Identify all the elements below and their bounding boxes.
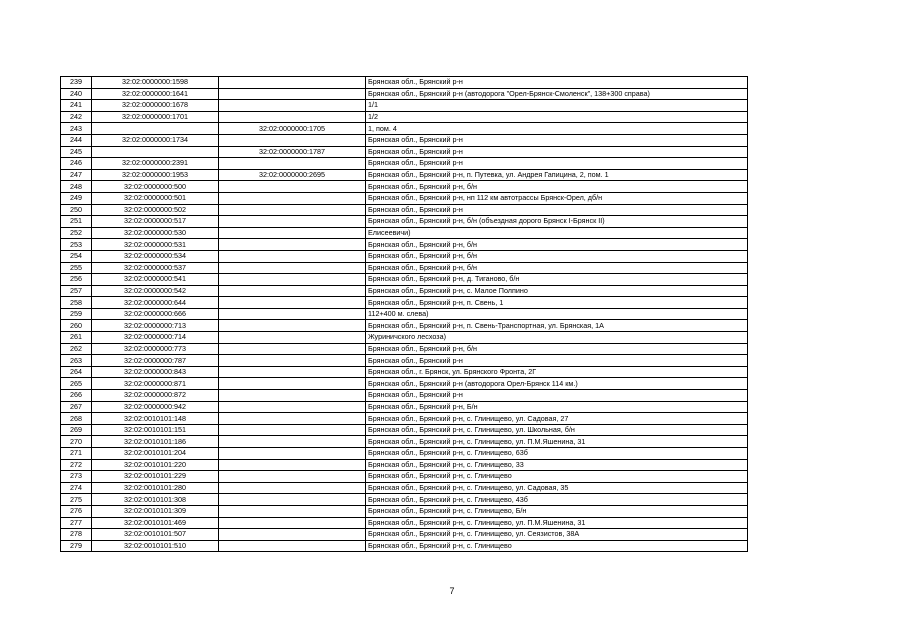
row-number-cell: 270 <box>61 436 92 448</box>
cadastral-number-cell: 32:02:0000000:541 <box>92 274 219 286</box>
cadastral-number-cell: 32:02:0000000:530 <box>92 227 219 239</box>
address-cell: Брянская обл., Брянский р-н, б/н <box>366 343 748 355</box>
table-row <box>61 262 748 274</box>
address-cell: 112+400 м. слева) <box>366 308 748 320</box>
address-cell: Журиничского лесхоза) <box>366 332 748 344</box>
row-number-cell: 267 <box>61 401 92 413</box>
cadastral-table <box>60 76 748 552</box>
address-cell: Брянская обл., Брянский р-н, б/н <box>366 262 748 274</box>
address-cell: Брянская обл., Брянский р-н, с. Глинищево, ул. Сеязистов, 38А <box>366 529 748 541</box>
cadastral-number-cell: 32:02:0000000:714 <box>92 332 219 344</box>
address-cell: Брянская обл., Брянский р-н <box>366 390 748 402</box>
address-cell: Брянская обл., Брянский р-н, с. Глинищево <box>366 471 748 483</box>
cadastral-number-cell: 32:02:0000000:501 <box>92 192 219 204</box>
related-cadastral-number-cell <box>219 216 366 228</box>
row-number-cell: 254 <box>61 250 92 262</box>
address-cell: 1/1 <box>366 100 748 112</box>
address-cell: Брянская обл., Брянский р-н, с. Глинищево, ул. П.М.Яшенина, 31 <box>366 517 748 529</box>
cadastral-number-cell: 32:02:0010101:309 <box>92 505 219 517</box>
row-number-cell: 248 <box>61 181 92 193</box>
address-cell: Брянская обл., Брянский р-н, с. Глинищево, 33 <box>366 459 748 471</box>
address-cell: 1, пом. 4 <box>366 123 748 135</box>
related-cadastral-number-cell <box>219 471 366 483</box>
cadastral-number-cell: 32:02:0000000:787 <box>92 355 219 367</box>
table-row <box>61 77 748 89</box>
row-number-cell: 278 <box>61 529 92 541</box>
address-cell: Брянская обл., Брянский р-н, с. Глинищево, Б/н <box>366 505 748 517</box>
address-cell: Брянская обл., Брянский р-н, с. Глинищево, ул. Садовая, 35 <box>366 482 748 494</box>
cadastral-number-cell: 32:02:0000000:871 <box>92 378 219 390</box>
row-number-cell: 249 <box>61 192 92 204</box>
table-row <box>61 378 748 390</box>
related-cadastral-number-cell <box>219 366 366 378</box>
page-number: 7 <box>449 586 455 596</box>
cadastral-number-cell: 32:02:0000000:502 <box>92 204 219 216</box>
address-cell: Брянская обл., Брянский р-н, б/н <box>366 250 748 262</box>
row-number-cell: 247 <box>61 169 92 181</box>
address-cell: Брянская обл., Брянский р-н <box>366 146 748 158</box>
table-row <box>61 181 748 193</box>
table-body <box>61 77 748 552</box>
row-number-cell: 252 <box>61 227 92 239</box>
table-row <box>61 227 748 239</box>
cadastral-number-cell: 32:02:0010101:151 <box>92 424 219 436</box>
related-cadastral-number-cell <box>219 88 366 100</box>
cadastral-number-cell: 32:02:0000000:666 <box>92 308 219 320</box>
cadastral-number-cell: 32:02:0000000:1598 <box>92 77 219 89</box>
related-cadastral-number-cell <box>219 529 366 541</box>
row-number-cell: 260 <box>61 320 92 332</box>
row-number-cell: 266 <box>61 390 92 402</box>
row-number-cell: 256 <box>61 274 92 286</box>
address-cell: Елисеевичи) <box>366 227 748 239</box>
row-number-cell: 259 <box>61 308 92 320</box>
table-row <box>61 320 748 332</box>
table-row <box>61 355 748 367</box>
table-row <box>61 413 748 425</box>
row-number-cell: 262 <box>61 343 92 355</box>
address-cell: Брянская обл., г. Брянск, ул. Брянского Фронта, 2Г <box>366 366 748 378</box>
table-row <box>61 123 748 135</box>
row-number-cell: 275 <box>61 494 92 506</box>
address-cell: Брянская обл., Брянский р-н <box>366 204 748 216</box>
address-cell: Брянская обл., Брянский р-н, п. Путевка, ул. Андрея Гапицина, 2, пом. 1 <box>366 169 748 181</box>
related-cadastral-number-cell <box>219 448 366 460</box>
table-row <box>61 111 748 123</box>
cadastral-number-cell <box>92 123 219 135</box>
related-cadastral-number-cell <box>219 517 366 529</box>
row-number-cell: 246 <box>61 158 92 170</box>
table-row <box>61 274 748 286</box>
row-number-cell: 240 <box>61 88 92 100</box>
cadastral-number-cell: 32:02:0000000:1641 <box>92 88 219 100</box>
cadastral-number-cell: 32:02:0000000:644 <box>92 297 219 309</box>
cadastral-number-cell: 32:02:0010101:220 <box>92 459 219 471</box>
cadastral-number-cell: 32:02:0000000:534 <box>92 250 219 262</box>
table-row <box>61 169 748 181</box>
cadastral-number-cell: 32:02:0010101:148 <box>92 413 219 425</box>
cadastral-number-cell <box>92 146 219 158</box>
row-number-cell: 257 <box>61 285 92 297</box>
related-cadastral-number-cell <box>219 227 366 239</box>
row-number-cell: 265 <box>61 378 92 390</box>
related-cadastral-number-cell <box>219 250 366 262</box>
related-cadastral-number-cell <box>219 192 366 204</box>
related-cadastral-number-cell <box>219 204 366 216</box>
address-cell: Брянская обл., Брянский р-н <box>366 77 748 89</box>
cadastral-number-cell: 32:02:0000000:843 <box>92 366 219 378</box>
address-cell: Брянская обл., Брянский р-н, с. Глинищево <box>366 540 748 552</box>
table-row <box>61 216 748 228</box>
related-cadastral-number-cell <box>219 332 366 344</box>
row-number-cell: 255 <box>61 262 92 274</box>
cadastral-number-cell: 32:02:0010101:229 <box>92 471 219 483</box>
cadastral-number-cell: 32:02:0000000:1953 <box>92 169 219 181</box>
related-cadastral-number-cell <box>219 308 366 320</box>
cadastral-number-cell: 32:02:0000000:872 <box>92 390 219 402</box>
related-cadastral-number-cell: 32:02:0000000:1705 <box>219 123 366 135</box>
table-row <box>61 343 748 355</box>
related-cadastral-number-cell <box>219 378 366 390</box>
related-cadastral-number-cell <box>219 262 366 274</box>
row-number-cell: 276 <box>61 505 92 517</box>
address-cell: 1/2 <box>366 111 748 123</box>
address-cell: Брянская обл., Брянский р-н (автодорога "Орел-Брянск-Смоленск", 138+300 справа) <box>366 88 748 100</box>
cadastral-number-cell: 32:02:0000000:773 <box>92 343 219 355</box>
address-cell: Брянская обл., Брянский р-н, с. Малое Полпино <box>366 285 748 297</box>
row-number-cell: 250 <box>61 204 92 216</box>
related-cadastral-number-cell <box>219 413 366 425</box>
related-cadastral-number-cell <box>219 111 366 123</box>
related-cadastral-number-cell <box>219 494 366 506</box>
cadastral-number-cell: 32:02:0000000:531 <box>92 239 219 251</box>
address-cell: Брянская обл., Брянский р-н, с. Глинищево, ул. Садовая, 27 <box>366 413 748 425</box>
address-cell: Брянская обл., Брянский р-н, д. Тиганово, б/н <box>366 274 748 286</box>
address-cell: Брянская обл., Брянский р-н, п. Свень-Транспортная, ул. Брянская, 1А <box>366 320 748 332</box>
related-cadastral-number-cell <box>219 297 366 309</box>
related-cadastral-number-cell <box>219 274 366 286</box>
related-cadastral-number-cell <box>219 320 366 332</box>
related-cadastral-number-cell <box>219 482 366 494</box>
cadastral-number-cell: 32:02:0000000:942 <box>92 401 219 413</box>
cadastral-number-cell: 32:02:0000000:500 <box>92 181 219 193</box>
table-row <box>61 436 748 448</box>
address-cell: Брянская обл., Брянский р-н <box>366 158 748 170</box>
table-row <box>61 529 748 541</box>
row-number-cell: 269 <box>61 424 92 436</box>
cadastral-number-cell: 32:02:0010101:280 <box>92 482 219 494</box>
related-cadastral-number-cell <box>219 540 366 552</box>
row-number-cell: 279 <box>61 540 92 552</box>
table-row <box>61 390 748 402</box>
cadastral-number-cell: 32:02:0000000:517 <box>92 216 219 228</box>
table-row <box>61 366 748 378</box>
table-row <box>61 540 748 552</box>
row-number-cell: 271 <box>61 448 92 460</box>
table-row <box>61 494 748 506</box>
related-cadastral-number-cell <box>219 401 366 413</box>
address-cell: Брянская обл., Брянский р-н, Б/н <box>366 401 748 413</box>
address-cell: Брянская обл., Брянский р-н (автодорога Орел-Брянск 114 км.) <box>366 378 748 390</box>
address-cell: Брянская обл., Брянский р-н <box>366 134 748 146</box>
related-cadastral-number-cell <box>219 505 366 517</box>
cadastral-number-cell: 32:02:0010101:469 <box>92 517 219 529</box>
table-row <box>61 332 748 344</box>
related-cadastral-number-cell <box>219 459 366 471</box>
address-cell: Брянская обл., Брянский р-н <box>366 355 748 367</box>
address-cell: Брянская обл., Брянский р-н, б/н (объездная дорого Брянск I-Брянск II) <box>366 216 748 228</box>
row-number-cell: 243 <box>61 123 92 135</box>
cadastral-number-cell: 32:02:0010101:507 <box>92 529 219 541</box>
row-number-cell: 274 <box>61 482 92 494</box>
row-number-cell: 258 <box>61 297 92 309</box>
row-number-cell: 251 <box>61 216 92 228</box>
row-number-cell: 241 <box>61 100 92 112</box>
related-cadastral-number-cell <box>219 436 366 448</box>
related-cadastral-number-cell: 32:02:0000000:2695 <box>219 169 366 181</box>
related-cadastral-number-cell <box>219 239 366 251</box>
address-cell: Брянская обл., Брянский р-н, с. Глинищево, ул. Школьная, б/н <box>366 424 748 436</box>
table-row <box>61 517 748 529</box>
table-row <box>61 308 748 320</box>
table-row <box>61 401 748 413</box>
address-cell: Брянская обл., Брянский р-н, с. Глинищево, 43б <box>366 494 748 506</box>
address-cell: Брянская обл., Брянский р-н, б/н <box>366 239 748 251</box>
row-number-cell: 277 <box>61 517 92 529</box>
cadastral-number-cell: 32:02:0000000:1734 <box>92 134 219 146</box>
related-cadastral-number-cell <box>219 181 366 193</box>
table-row <box>61 297 748 309</box>
table-row <box>61 448 748 460</box>
cadastral-number-cell: 32:02:0010101:510 <box>92 540 219 552</box>
cadastral-number-cell: 32:02:0000000:1701 <box>92 111 219 123</box>
related-cadastral-number-cell <box>219 134 366 146</box>
table-row <box>61 88 748 100</box>
cadastral-number-cell: 32:02:0000000:537 <box>92 262 219 274</box>
related-cadastral-number-cell <box>219 390 366 402</box>
table-row <box>61 204 748 216</box>
table-row <box>61 285 748 297</box>
table-row <box>61 100 748 112</box>
address-cell: Брянская обл., Брянский р-н, п. Свень, 1 <box>366 297 748 309</box>
row-number-cell: 264 <box>61 366 92 378</box>
related-cadastral-number-cell <box>219 285 366 297</box>
cadastral-number-cell: 32:02:0010101:186 <box>92 436 219 448</box>
table-row <box>61 459 748 471</box>
address-cell: Брянская обл., Брянский р-н, с. Глинищево, 63б <box>366 448 748 460</box>
related-cadastral-number-cell <box>219 355 366 367</box>
related-cadastral-number-cell <box>219 424 366 436</box>
row-number-cell: 268 <box>61 413 92 425</box>
row-number-cell: 272 <box>61 459 92 471</box>
table-row <box>61 471 748 483</box>
cadastral-number-cell: 32:02:0000000:542 <box>92 285 219 297</box>
table-row <box>61 158 748 170</box>
address-cell: Брянская обл., Брянский р-н, с. Глинищево, ул. П.М.Яшенина, 31 <box>366 436 748 448</box>
related-cadastral-number-cell <box>219 77 366 89</box>
table-row <box>61 134 748 146</box>
cadastral-number-cell: 32:02:0010101:204 <box>92 448 219 460</box>
row-number-cell: 244 <box>61 134 92 146</box>
row-number-cell: 242 <box>61 111 92 123</box>
row-number-cell: 245 <box>61 146 92 158</box>
related-cadastral-number-cell <box>219 343 366 355</box>
row-number-cell: 273 <box>61 471 92 483</box>
row-number-cell: 263 <box>61 355 92 367</box>
related-cadastral-number-cell: 32:02:0000000:1787 <box>219 146 366 158</box>
cadastral-number-cell: 32:02:0010101:308 <box>92 494 219 506</box>
address-cell: Брянская обл., Брянский р-н, нп 112 км автотрассы Брянск-Орел, дб/н <box>366 192 748 204</box>
related-cadastral-number-cell <box>219 100 366 112</box>
cadastral-number-cell: 32:02:0000000:1678 <box>92 100 219 112</box>
row-number-cell: 239 <box>61 77 92 89</box>
table-row <box>61 482 748 494</box>
cadastral-number-cell: 32:02:0000000:2391 <box>92 158 219 170</box>
row-number-cell: 261 <box>61 332 92 344</box>
table-row <box>61 424 748 436</box>
table-row <box>61 250 748 262</box>
cadastral-number-cell: 32:02:0000000:713 <box>92 320 219 332</box>
table-row <box>61 192 748 204</box>
table-row <box>61 505 748 517</box>
address-cell: Брянская обл., Брянский р-н, б/н <box>366 181 748 193</box>
row-number-cell: 253 <box>61 239 92 251</box>
table-row <box>61 146 748 158</box>
table-row <box>61 239 748 251</box>
related-cadastral-number-cell <box>219 158 366 170</box>
